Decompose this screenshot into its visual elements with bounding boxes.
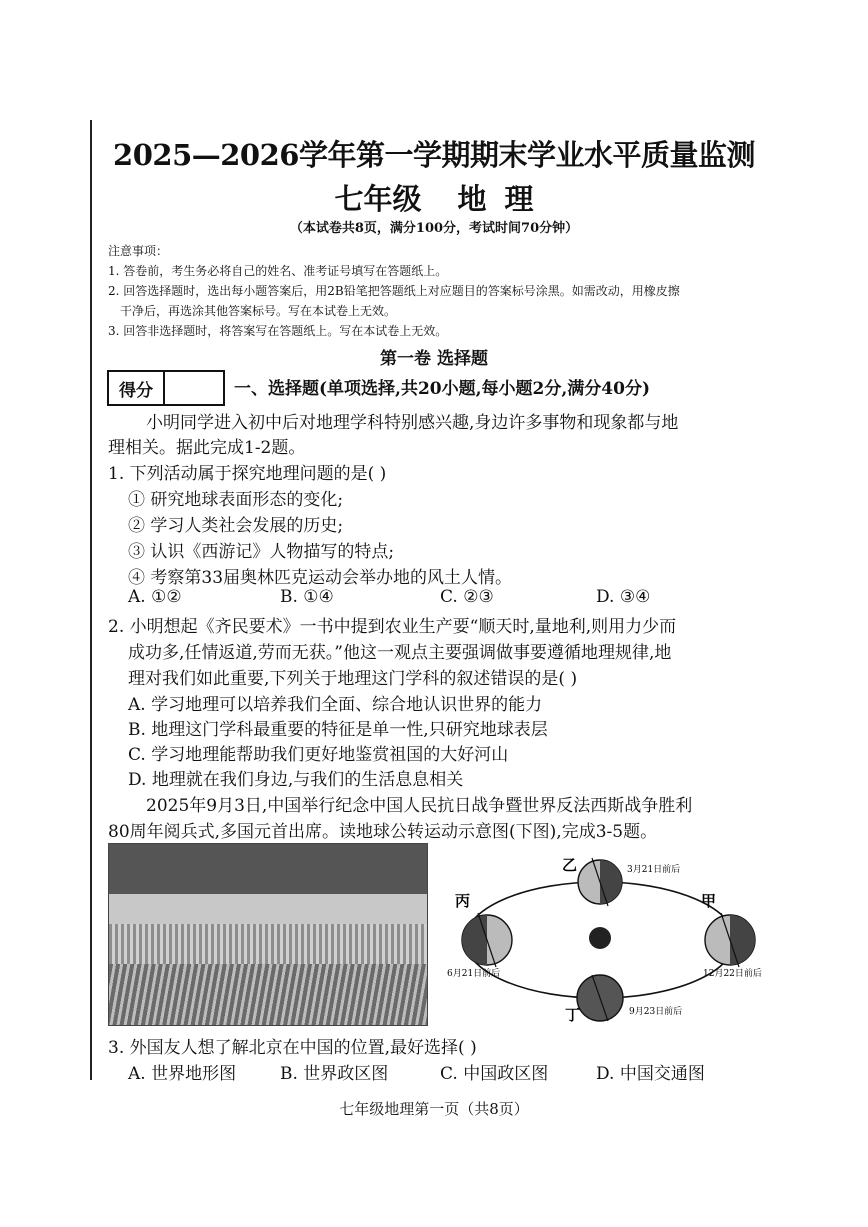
q1-option-c: C. ②③ bbox=[440, 587, 494, 607]
parade-photo bbox=[108, 843, 428, 1026]
q3-stem: 3. 外国友人想了解北京在中国的位置,最好选择( ) bbox=[108, 1038, 477, 1058]
label-jia: 甲 bbox=[701, 892, 717, 910]
q2-stem-line1: 2. 小明想起《齐民要术》一书中提到农业生产要“顺天时,量地利,则用力少而 bbox=[108, 617, 677, 637]
notes-heading: 注意事项： bbox=[108, 244, 169, 258]
score-label: 得分 bbox=[109, 372, 165, 404]
q1-statement-1: ① 研究地球表面形态的变化; bbox=[128, 490, 344, 510]
q3-option-d: D. 中国交通图 bbox=[596, 1064, 705, 1084]
page-footer: 七年级地理第一页（共8页） bbox=[339, 1100, 529, 1118]
intro2-line2: 80周年阅兵式,多国元首出席。读地球公转运动示意图(下图),完成3-5题。 bbox=[108, 822, 658, 842]
exam-subject bbox=[0, 177, 868, 218]
date-december: 12月22日前后 bbox=[703, 969, 762, 979]
score-blank[interactable] bbox=[165, 372, 223, 404]
note-2b: 干净后，再选涂其他答案标号。写在本试卷上无效。 bbox=[120, 304, 397, 318]
q2-stem-line2: 成功多,任情返道,劳而无获。”他这一观点主要强调做事要遵循地理规律,地 bbox=[128, 643, 672, 663]
q2-option-a: A. 学习地理可以培养我们全面、综合地认识世界的能力 bbox=[128, 695, 543, 715]
q2-option-d: D. 地理就在我们身边,与我们的生活息息相关 bbox=[128, 770, 464, 790]
label-bing: 丙 bbox=[455, 892, 471, 910]
q1-option-a: A. ①② bbox=[128, 587, 182, 607]
subject-char-2: 理 bbox=[504, 182, 534, 216]
grade-label: 七年级 bbox=[334, 182, 422, 216]
q2-option-b: B. 地理这门学科最重要的特征是单一性,只研究地球表层 bbox=[128, 720, 548, 740]
label-ding: 丁 bbox=[565, 1006, 581, 1024]
intro2-line1: 2025年9月3日,中国举行纪念中国人民抗日战争暨世界反法西斯战争胜利 bbox=[146, 796, 693, 816]
photo-square bbox=[109, 964, 427, 1025]
q3-option-c: C. 中国政区图 bbox=[440, 1064, 549, 1084]
earth-left-icon bbox=[462, 913, 512, 967]
q3-option-a: A. 世界地形图 bbox=[128, 1064, 237, 1084]
section-title: 第一卷 选择题 bbox=[380, 349, 488, 369]
q1-option-b: B. ①④ bbox=[280, 587, 334, 607]
intro1-line1: 小明同学进入初中后对地理学科特别感兴趣,身边许多事物和现象都与地 bbox=[146, 413, 679, 433]
label-yi: 乙 bbox=[562, 856, 578, 874]
exam-title: 2025—2026学年第一学期期末学业水平质量监测 bbox=[113, 138, 755, 172]
photo-stands bbox=[109, 894, 427, 924]
note-2a: 2. 回答选择题时，选出每小题答案后，用2B铅笔把答题纸上对应题目的答案标号涂黑。如需改动，用橡皮擦 bbox=[108, 284, 680, 298]
q1-option-d: D. ③④ bbox=[596, 587, 651, 607]
exam-info: （本试卷共8页，满分100分，考试时间70分钟） bbox=[289, 221, 579, 236]
sun-icon bbox=[589, 927, 611, 949]
q1-stem: 1. 下列活动属于探究地理问题的是( ) bbox=[108, 464, 387, 484]
q1-statement-4: ④ 考察第33届奥林匹克运动会举办地的风土人情。 bbox=[128, 568, 513, 588]
q1-statement-2: ② 学习人类社会发展的历史; bbox=[128, 516, 344, 536]
photo-sky bbox=[109, 844, 427, 894]
earth-top-icon bbox=[578, 858, 622, 906]
q2-stem-line3: 理对我们如此重要,下列关于地理这门学科的叙述错误的是( ) bbox=[128, 669, 578, 689]
earth-revolution-diagram bbox=[445, 850, 765, 1025]
photo-crowd bbox=[109, 924, 427, 964]
earth-bottom-icon bbox=[577, 975, 623, 1021]
note-1: 1. 答卷前，考生务必将自己的姓名、准考证号填写在答题纸上。 bbox=[108, 264, 448, 278]
earth-right-icon bbox=[705, 913, 755, 967]
date-march: 3月21日前后 bbox=[627, 865, 681, 875]
part-title: 一、选择题(单项选择,共20小题,每小题2分,满分40分) bbox=[234, 379, 650, 399]
q1-statement-3: ③ 认识《西游记》人物描写的特点; bbox=[128, 542, 395, 562]
intro1-line2: 理相关。据此完成1-2题。 bbox=[108, 438, 306, 458]
q3-option-b: B. 世界政区图 bbox=[280, 1064, 389, 1084]
margin-line bbox=[90, 120, 92, 1080]
date-june: 6月21日前后 bbox=[447, 969, 501, 979]
q2-option-c: C. 学习地理能帮助我们更好地鉴赏祖国的大好河山 bbox=[128, 745, 509, 765]
date-september: 9月23日前后 bbox=[629, 1007, 683, 1017]
note-3: 3. 回答非选择题时，将答案写在答题纸上。写在本试卷上无效。 bbox=[108, 324, 448, 338]
subject-char-1: 地 bbox=[457, 182, 487, 216]
score-box bbox=[107, 370, 225, 406]
